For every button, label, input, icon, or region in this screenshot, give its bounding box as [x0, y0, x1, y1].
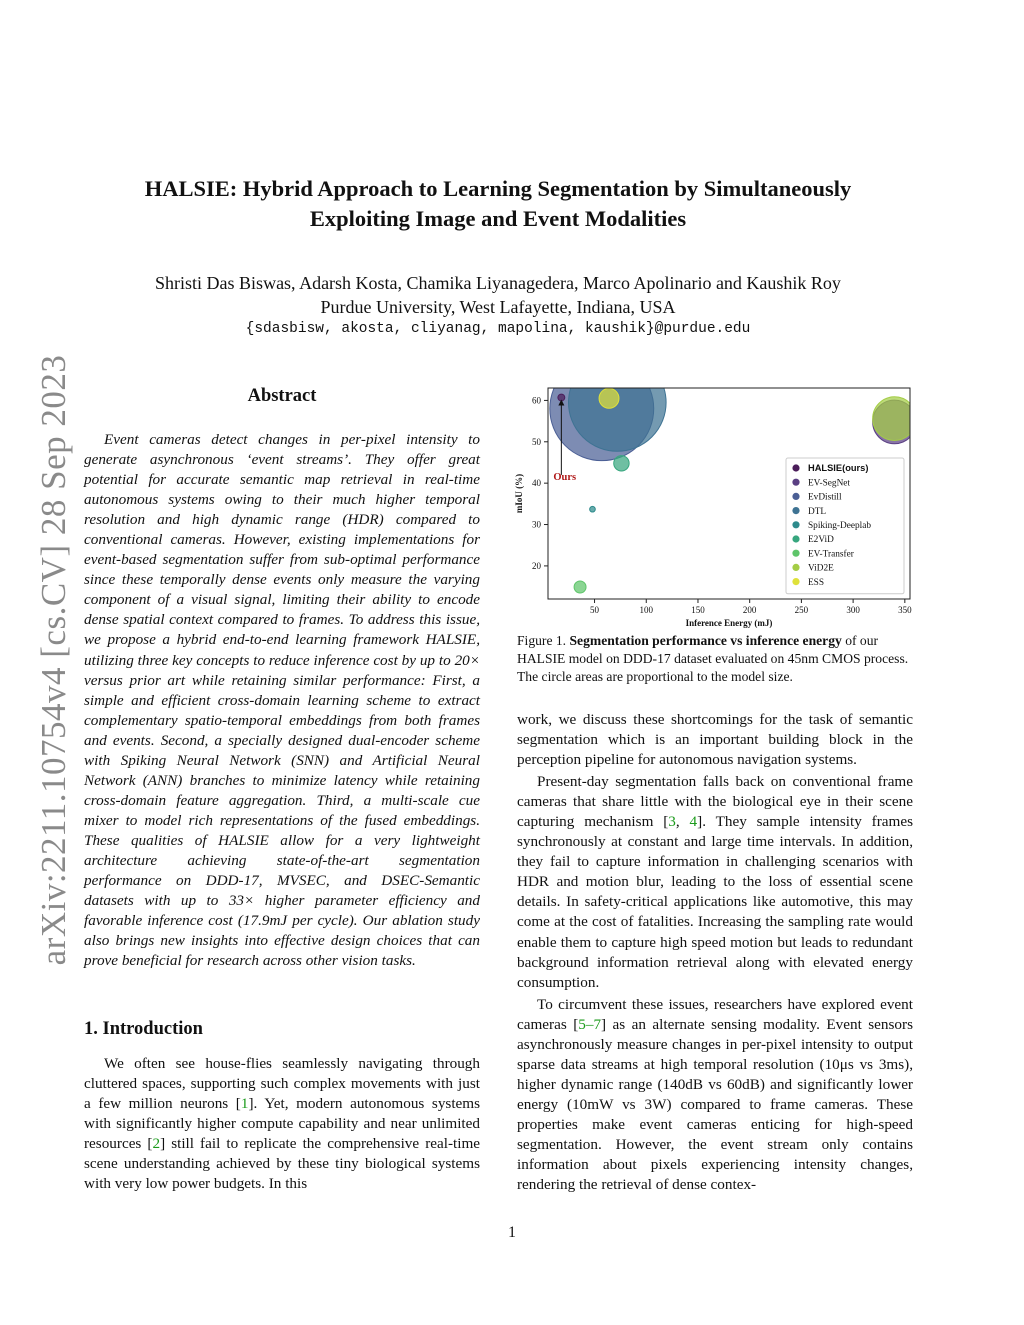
citation-link[interactable]: 4 — [689, 813, 698, 831]
citation-link[interactable]: 5–7 — [578, 1015, 602, 1033]
legend-label: EV-SegNet — [808, 478, 851, 489]
legend-label: EvDistill — [808, 492, 842, 503]
abstract-heading: Abstract — [247, 386, 317, 406]
author-email: {sdasbisw, akosta, cliyanag, mapolina, kaushik}@purdue.edu — [245, 321, 751, 337]
arxiv-identifier: arXiv:2211.10754v4 [cs.CV] 28 Sep 2023 — [34, 354, 73, 966]
x-tick-label: 350 — [898, 605, 912, 615]
author-names: Shristi Das Biswas, Adarsh Kosta, Chamika Liyanagedera, Marco Apolinario and Kaushik Roy — [155, 273, 841, 293]
annotation-label: Ours — [553, 471, 577, 483]
y-tick-label: 30 — [532, 519, 541, 530]
author-block — [90, 271, 906, 319]
legend-label: ESS — [808, 577, 825, 588]
legend-label: HALSIE(ours) — [808, 463, 869, 474]
right-column-body — [517, 710, 913, 1197]
author-affiliation: Purdue University, West Lafayette, Indiana, USA — [320, 297, 676, 317]
paragraph-present-day: Present-day segmentation falls back on conventional frame cameras that share little with the biological eye in their scene capturing mechanism [3, 4]. They sample intensity frames synchronously at constant and large time intervals. In addition, they fail to capture information in challenging scenarios with HDR and motion blur, leading to the loss of essential scene details. In safety-critical applications like automotive, this may come at the cost of fatalities. Increasing the sampling rate would enable them to capture high speed motion but leads to redundant background information retrieval along with elevated energy consumption. — [517, 773, 914, 991]
y-axis-label: mIoU (%) — [514, 473, 524, 514]
x-tick-label: 50 — [590, 605, 600, 615]
legend-label: Spiking-Deeplab — [808, 521, 871, 531]
legend-marker — [792, 564, 799, 571]
data-point-spiking-deeplab — [590, 506, 596, 512]
y-tick-label: 20 — [532, 560, 541, 571]
introduction-body — [84, 1054, 480, 1196]
legend-label: ViD2E — [808, 563, 834, 574]
title-line-2: Exploiting Image and Event Modalities — [309, 206, 687, 231]
x-tick-label: 250 — [794, 605, 809, 615]
x-tick-label: 300 — [846, 605, 860, 615]
abstract-body — [84, 430, 480, 971]
y-tick-label: 60 — [532, 395, 541, 406]
citation-link[interactable]: 3 — [668, 813, 676, 831]
data-point-ess — [599, 388, 619, 408]
paper-title — [90, 174, 906, 234]
section-heading-introduction: 1. Introduction — [84, 1019, 203, 1039]
figure-1-caption: Figure 1. Segmentation performance vs inference energy of our HALSIE model on DDD-17 dataset evaluated on 45nm CMOS process. The circle areas are proportional to the model size. — [517, 633, 909, 684]
legend-marker — [792, 507, 799, 514]
x-axis-label: Inference Energy (mJ) — [685, 618, 773, 628]
legend-marker — [792, 535, 799, 542]
legend-label: E2ViD — [808, 535, 834, 546]
legend-marker — [792, 464, 799, 471]
paragraph-continuation: work, we discuss these shortcomings for the task of semantic segmentation which is an important building block in the perception pipeline for autonomous navigation systems. — [517, 711, 913, 769]
legend-label: EV-Transfer — [808, 549, 854, 560]
legend-label: DTL — [808, 506, 827, 517]
y-tick-label: 40 — [532, 478, 541, 489]
data-point-ev-transfer — [574, 581, 586, 593]
chart-legend — [786, 458, 904, 594]
citation-link[interactable]: 2 — [152, 1135, 161, 1153]
arxiv-stamp — [22, 354, 86, 966]
y-tick-label: 50 — [532, 436, 541, 447]
page-number: 1 — [508, 1224, 516, 1241]
paragraph-event-cameras: To circumvent these issues, researchers have explored event cameras [5–7] as an alternate sensing modality. Event sensors asynchronously measure changes in per-pixel intensity to output sparse data streams at high temporal resolution (10μs vs 3ms), higher dynamic range (140dB vs 60dB) and significantly lower energy (10mW vs 3W) compared to frame cameras. These properties make event cameras enticing for high-speed segmentation. However, the event stream only contains information about pixels experiencing intensity changes, rendering the retrieval of dense contex- — [517, 995, 913, 1194]
x-tick-label: 100 — [639, 605, 654, 615]
x-tick-label: 150 — [691, 605, 705, 615]
intro-paragraph-1: We often see house-flies seamlessly navigating through cluttered spaces, supporting such complex movements with just a few million neurons [1]. Yet, modern autonomous systems with significantly higher compute capability and near unlimited resources [2] still fail to replicate the comprehensive real-time scene understanding achieved by these tiny biological systems with very low power budgets. In this — [84, 1055, 481, 1193]
figure-1-scatter-chart — [506, 376, 918, 628]
x-tick-label: 200 — [742, 605, 757, 615]
abstract-text: Event cameras detect changes in per-pixel intensity to generate asynchronous ‘event streams’. They offer great potential for accurate semantic map retrieval in real-time autonomous systems owing to their much higher temporal resolution and high dynamic range (HDR) compared to conventional cameras. However, existing implementations for event-based segmentation suffer from sub-optimal performance since these temporally dense events only measure the varying component of a visual signal, limiting their ability to encode dense spatial context compared to frames. To address this issue, we propose a hybrid end-to-end learning framework HALSIE, utilizing three key concepts to reduce inference cost by up to 20× versus prior art while retaining similar performance: First, a simple and efficient cross-domain learning scheme to extract complementary spatio-temporal embeddings from both frames and events. Second, a specially designed dual-encoder scheme with Spiking Neural Network (SNN) and Artificial Neural Network (ANN) branches to minimize latency while retaining cross-domain feature aggregation. Third, a multi-scale cue mixer to model rich representations of the fused embeddings. These qualities of HALSIE allow for a very lightweight architecture achieving state-of-the-art segmentation performance on DDD-17, MVSEC, and DSEC-Semantic datasets with up to 33× higher parameter efficiency and favorable inference cost (17.9mJ per cycle). Our ablation study also brings new insights into effective design choices that can prove beneficial for research across other vision tasks. — [84, 431, 480, 970]
citation-link[interactable]: 1 — [240, 1095, 249, 1113]
legend-marker — [792, 578, 799, 585]
legend-marker — [792, 550, 799, 557]
legend-marker — [792, 493, 799, 500]
title-line-1: HALSIE: Hybrid Approach to Learning Segmentation by Simultaneously — [144, 176, 852, 201]
legend-marker — [792, 479, 799, 486]
data-point-e2vid — [614, 456, 629, 471]
legend-marker — [792, 521, 799, 528]
